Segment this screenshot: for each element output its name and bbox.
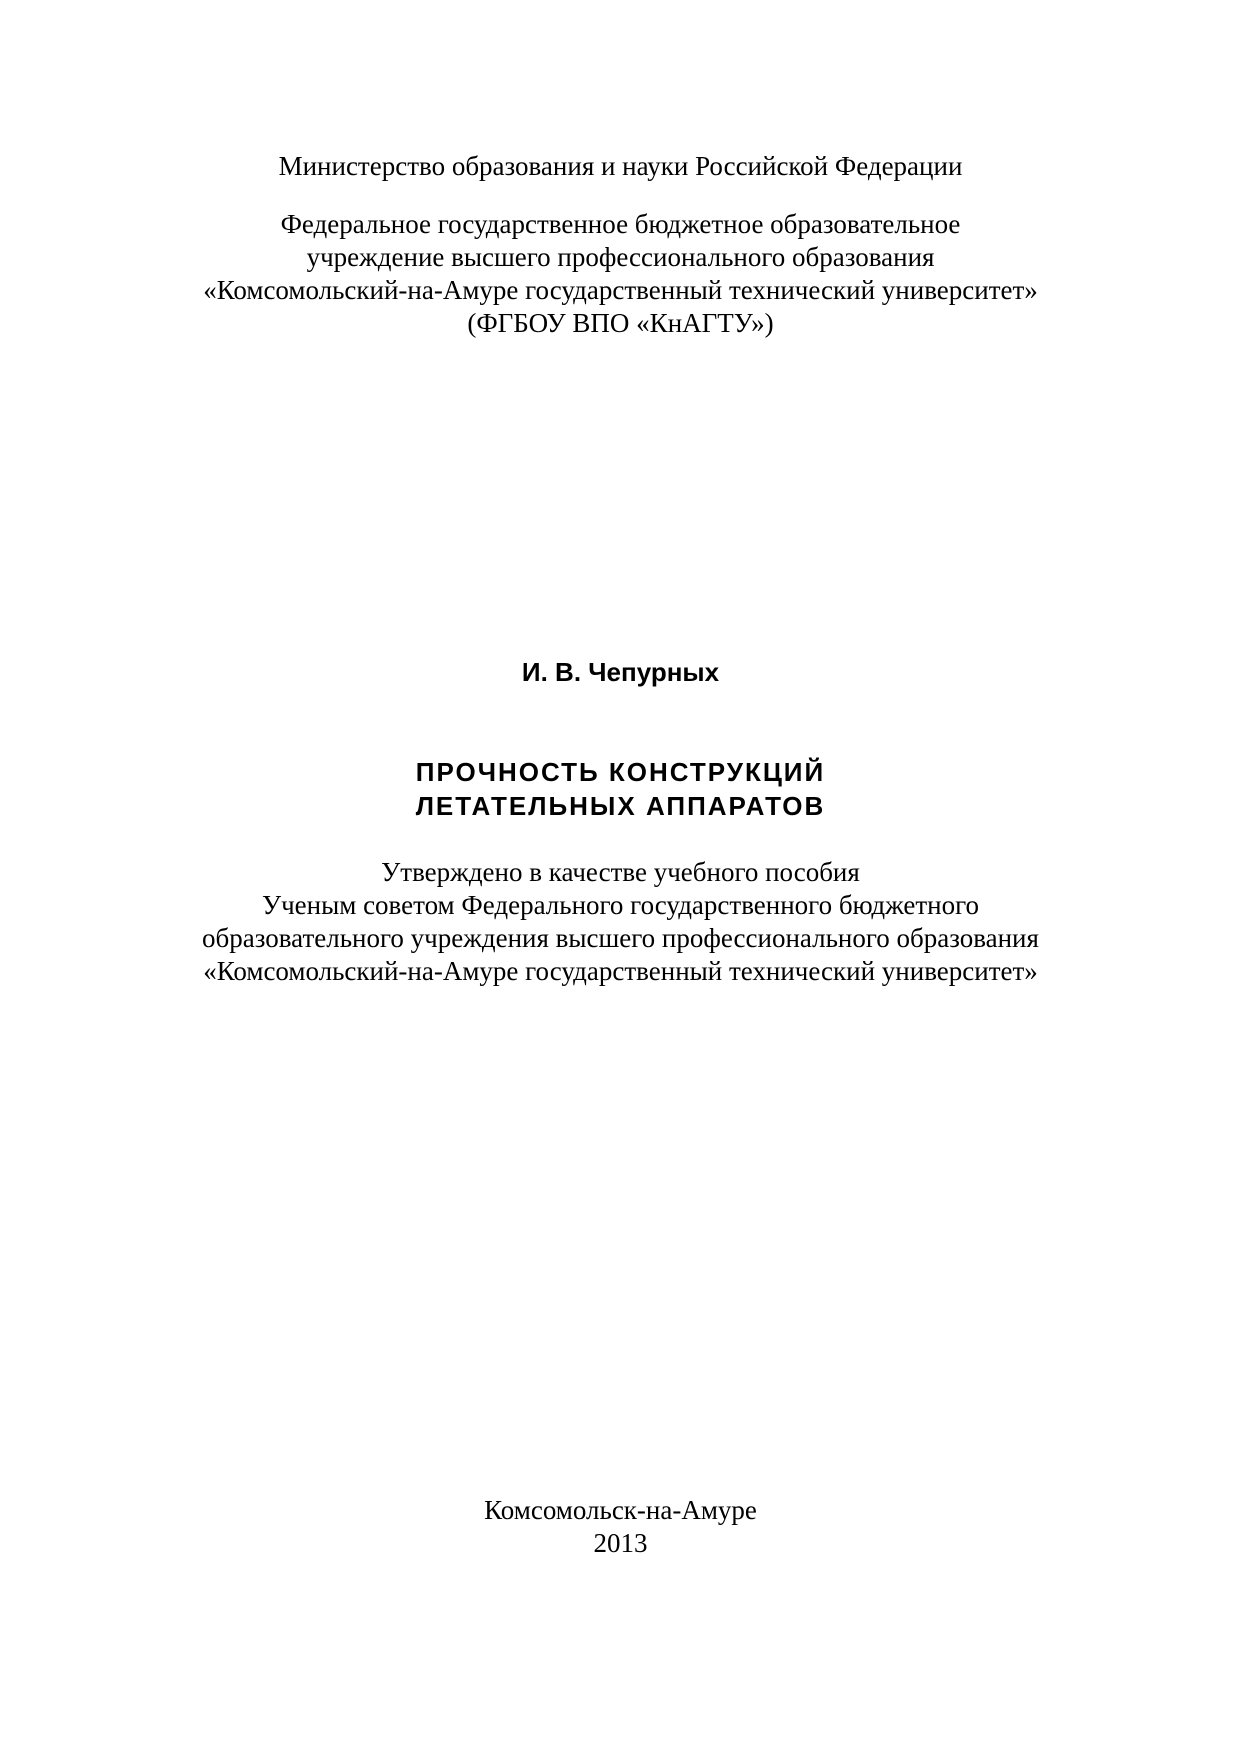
approval-statement (0, 856, 1241, 988)
title-line: ЛЕТАТЕЛЬНЫХ АППАРАТОВ (415, 791, 826, 821)
ministry-name: Министерство образования и науки Российской Федерации (278, 151, 963, 181)
institution-line: Федеральное государственное бюджетное образовательное (280, 209, 961, 239)
approval-line: «Комсомольский-на-Амуре государственный технический университет» (203, 956, 1038, 986)
author-block (0, 655, 1241, 689)
ministry-heading (0, 150, 1241, 183)
imprint-block (0, 1494, 1241, 1560)
approval-line: образовательного учреждения высшего профессионального образования (202, 923, 1039, 953)
author-name: И. В. Чепурных (521, 657, 720, 687)
institution-block (0, 208, 1241, 340)
approval-line: Утверждено в качестве учебного пособия (381, 857, 860, 887)
institution-line: «Комсомольский-на-Амуре государственный технический университет» (203, 275, 1038, 305)
approval-line: Ученым советом Федерального государственного бюджетного (261, 890, 980, 920)
title-line: ПРОЧНОСТЬ КОНСТРУКЦИЙ (415, 757, 826, 787)
book-title (0, 755, 1241, 823)
institution-abbreviation: (ФГБОУ ВПО «КнАГТУ») (467, 308, 774, 338)
institution-line: учреждение высшего профессионального образования (306, 242, 935, 272)
publication-year: 2013 (593, 1528, 648, 1558)
publication-city: Комсомольск-на-Амуре (484, 1495, 757, 1525)
